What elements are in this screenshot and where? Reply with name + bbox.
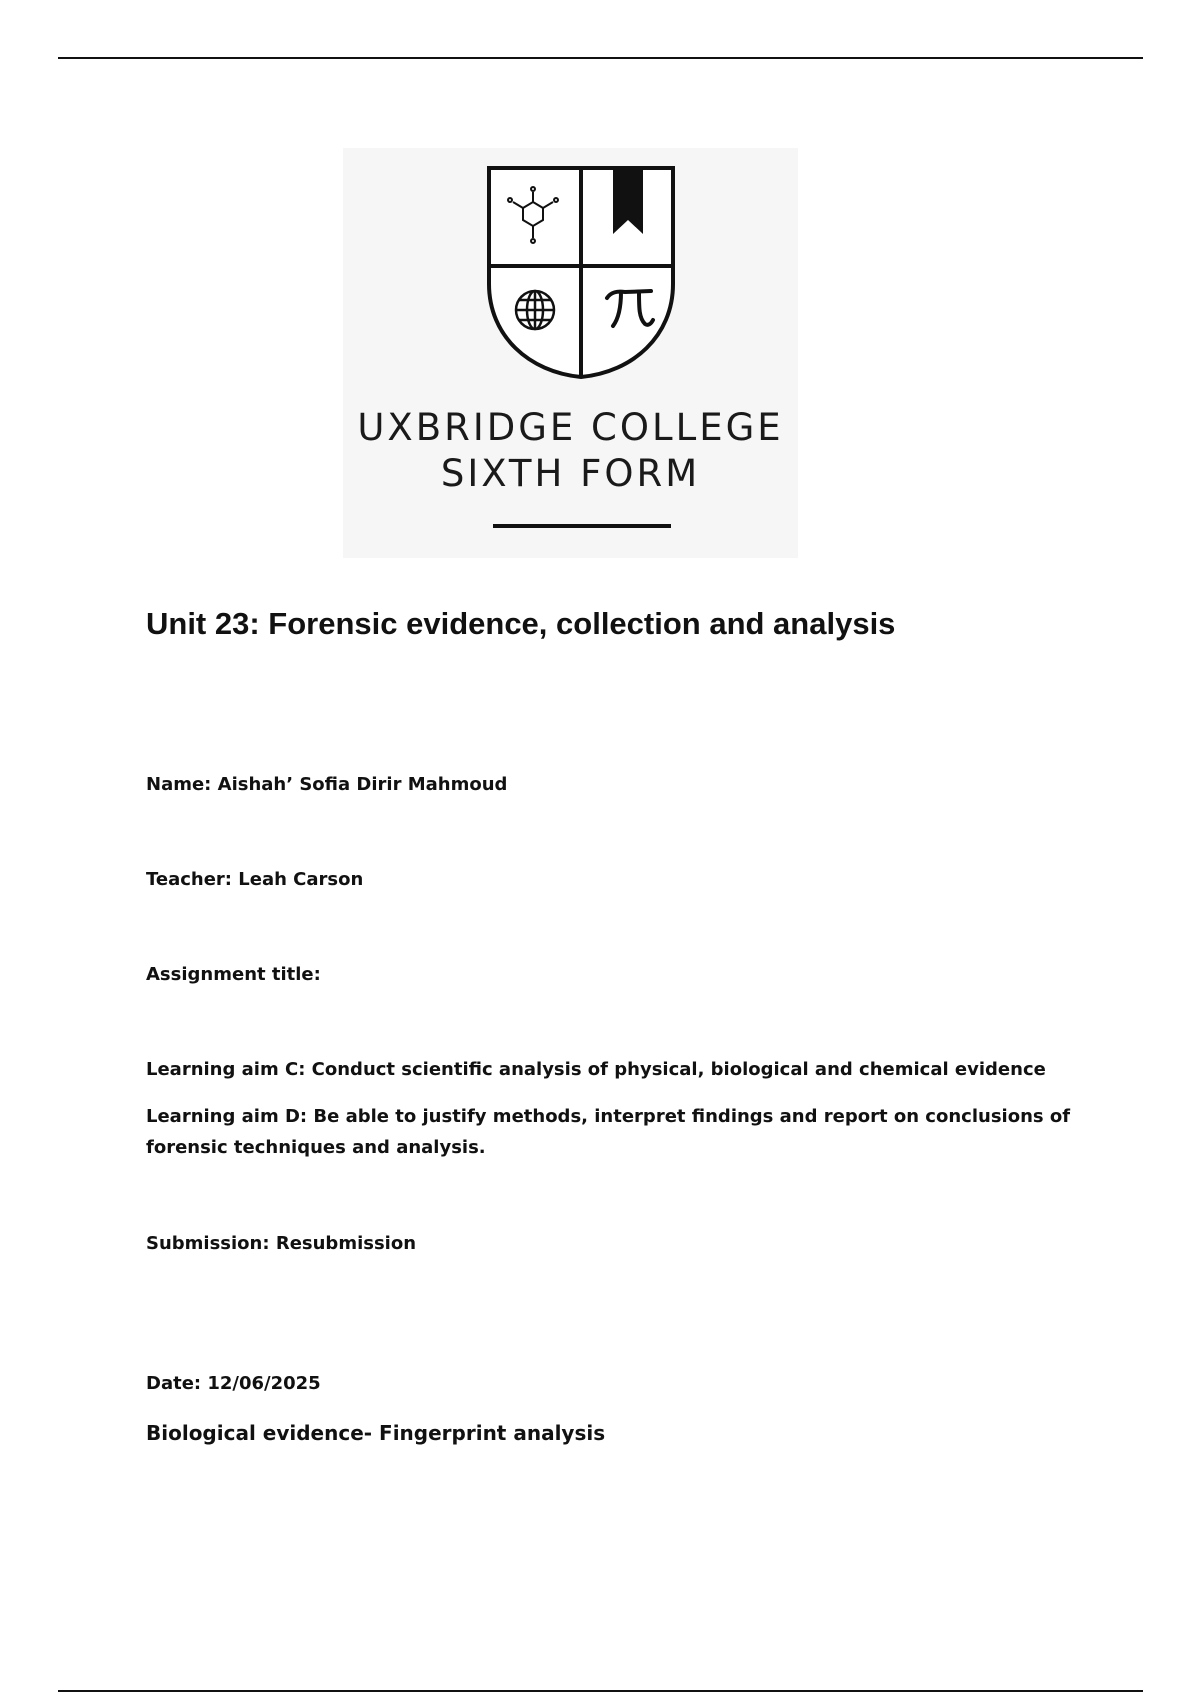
top-rule <box>58 57 1143 59</box>
college-logo <box>343 148 798 558</box>
globe-icon <box>516 291 554 329</box>
submission-status: Submission: Resubmission <box>146 1233 417 1254</box>
shield-crest-icon <box>485 164 677 384</box>
teacher-name: Teacher: Leah Carson <box>146 869 364 890</box>
submission-date: Date: 12/06/2025 <box>146 1373 321 1394</box>
topic-heading: Biological evidence- Fingerprint analysis <box>146 1421 606 1445</box>
learning-aim-d: Learning aim D: Be able to justify methods, interpret findings and report on conclusions of forensic techniques and analysis. <box>146 1106 1071 1158</box>
bottom-rule <box>58 1690 1143 1692</box>
learning-aim-c: Learning aim C: Conduct scientific analysis of physical, biological and chemical evidence <box>146 1059 1046 1080</box>
logo-underline <box>493 524 671 528</box>
student-name: Name: Aishah’ Sofia Dirir Mahmoud <box>146 774 508 795</box>
logo-sixth-form: SIXTH FORM <box>440 452 701 495</box>
document-title: Unit 23: Forensic evidence, collection and analysis <box>146 606 896 641</box>
assignment-title-label: Assignment title: <box>146 964 321 985</box>
logo-college-name: UXBRIDGE COLLEGE <box>357 406 784 449</box>
